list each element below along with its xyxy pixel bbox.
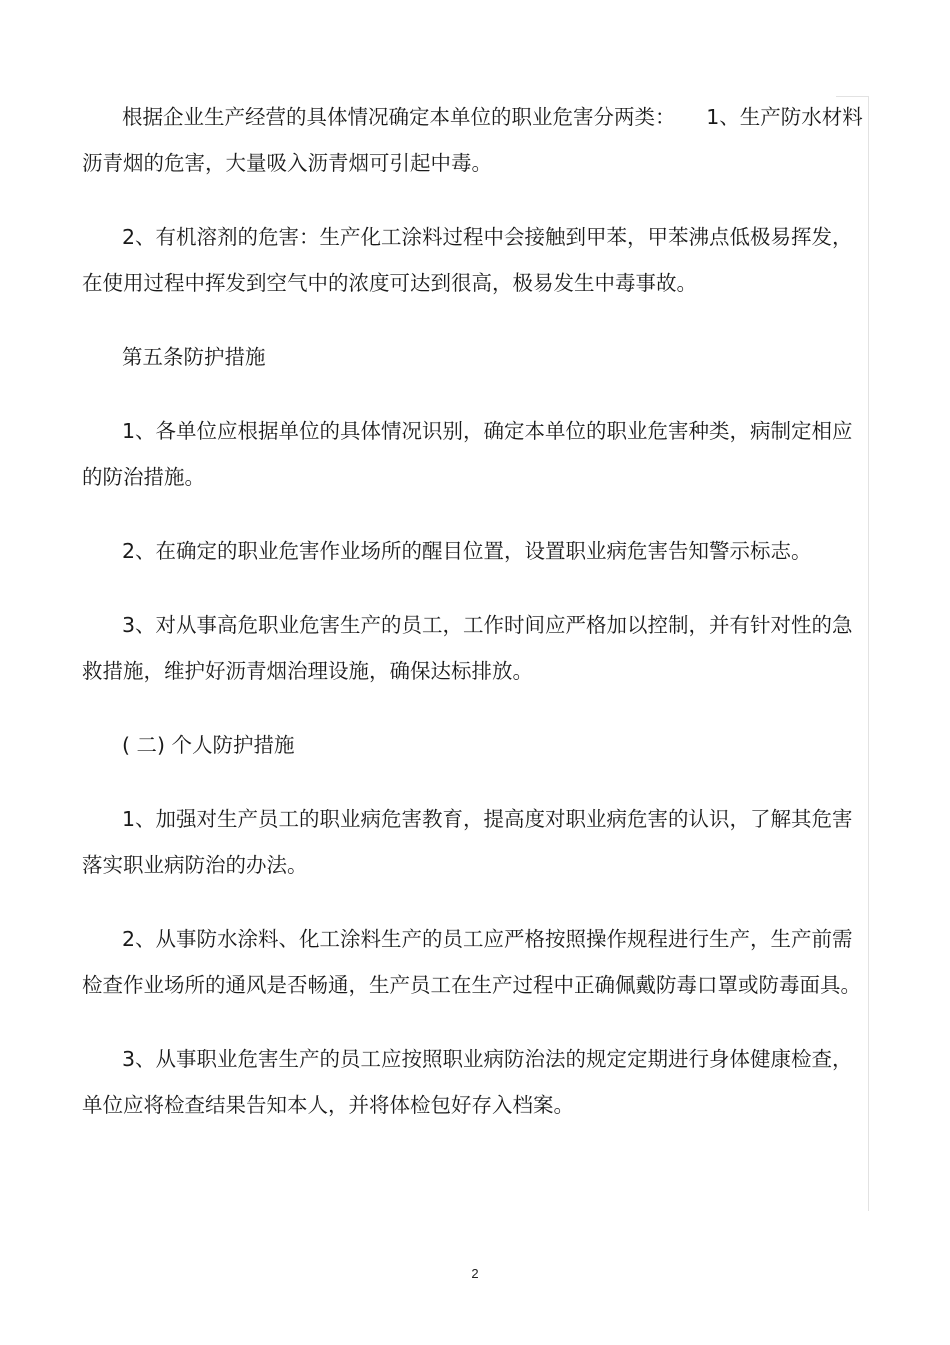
paragraph-measure-1: 1、各单位应根据单位的具体情况识别，确定本单位的职业危害种类，病制定相应的防治措施。 <box>82 419 853 489</box>
paragraph-measure-2: 2、在确定的职业危害作业场所的醒目位置，设置职业病危害告知警示标志。 <box>122 539 812 563</box>
paragraph-personal-1: 1、加强对生产员工的职业病危害教育，提高度对职业病危害的认识，了解其危害落实职业病防治的办法。 <box>82 807 853 877</box>
page-edge-right <box>868 96 869 1211</box>
document-body <box>82 94 866 1156</box>
paragraph-personal-3: 3、从事职业危害生产的员工应按照职业病防治法的规定定期进行身体健康检查，单位应将检查结果告知本人，并将体检包好存入档案。 <box>82 1047 853 1117</box>
paragraph-hazard-classes: 根据企业生产经营的具体情况确定本单位的职业危害分两类： 1、生产防水材料沥青烟的危害，大量吸入沥青烟可引起中毒。 <box>82 105 863 175</box>
section-heading-protection: 第五条防护措施 <box>122 345 266 369</box>
section-heading-personal: ( 二) 个人防护措施 <box>122 733 295 757</box>
paragraph-personal-2: 2、从事防水涂料、化工涂料生产的员工应严格按照操作规程进行生产，生产前需检查作业场所的通风是否畅通，生产员工在生产过程中正确佩戴防毒口罩或防毒面具。 <box>82 927 861 997</box>
page-number: 2 <box>471 1266 479 1281</box>
paragraph-measure-3: 3、对从事高危职业危害生产的员工，工作时间应严格加以控制，并有针对性的急救措施，维护好沥青烟治理设施，确保达标排放。 <box>82 613 853 683</box>
paragraph-organic-solvent: 2、有机溶剂的危害：生产化工涂料过程中会接触到甲苯，甲苯沸点低极易挥发，在使用过程中挥发到空气中的浓度可达到很高，极易发生中毒事故。 <box>82 225 853 295</box>
